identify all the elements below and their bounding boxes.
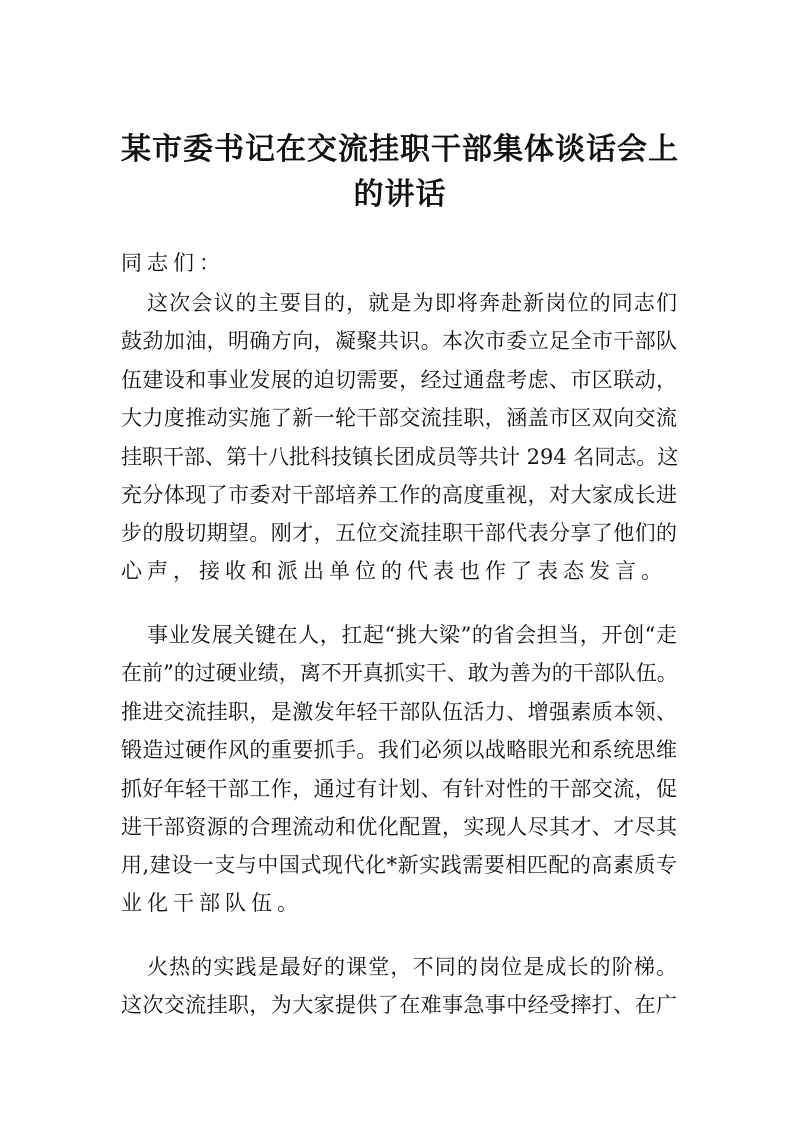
paragraph-1-line: 心声，接收和派出单位的代表也作了表态发言。 [121, 559, 667, 583]
paragraph-1-line: 这次会议的主要目的，就是为即将奔赴新岗位的同志们 [147, 291, 677, 315]
paragraph-2-line: 在前”的过硬业绩，离不开真抓实干、敢为善为的干部队伍。 [121, 661, 678, 685]
paragraph-3-line: 火热的实践是最好的课堂，不同的岗位是成长的阶梯。 [147, 955, 677, 979]
paragraph-2-line: 事业发展关键在人，扛起“挑大梁”的省会担当，开创“走 [147, 623, 677, 647]
document-title-line-2: 的讲话 [353, 177, 447, 212]
paragraph-2-line: 业化干部队伍。 [121, 891, 303, 915]
paragraph-1-line: 挂职干部、第十八批科技镇长团成员等共计 294 名同志。这 [121, 445, 679, 469]
paragraph-3-line: 这次交流挂职，为大家提供了在难事急事中经受摔打、在广 [121, 993, 677, 1017]
paragraph-2-line: 推进交流挂职，是激发年轻干部队伍活力、增强素质本领、 [121, 700, 677, 724]
paragraph-1-line: 步的殷切期望。刚才，五位交流挂职干部代表分享了他们的 [121, 521, 677, 545]
paragraph-2-line: 进干部资源的合理流动和优化配置，实现人尽其才、才尽其 [121, 815, 677, 839]
greeting: 同志们： [121, 251, 225, 275]
paragraph-1-line: 鼓劲加油，明确方向，凝聚共识。本次市委立足全市干部队 [121, 329, 677, 353]
document-title-line-1: 某市委书记在交流挂职干部集体谈话会上 [121, 132, 679, 167]
paragraph-2-line: 抓好年轻干部工作，通过有计划、有针对性的干部交流，促 [121, 777, 677, 801]
paragraph-1-line: 伍建设和事业发展的迫切需要，经过通盘考虑、市区联动， [121, 368, 677, 392]
paragraph-2-line: 用,建设一支与中国式现代化*新实践需要相匹配的高素质专 [121, 853, 677, 877]
paragraph-1-line: 大力度推动实施了新一轮干部交流挂职，涵盖市区双向交流 [121, 406, 677, 430]
paragraph-1-line: 充分体现了市委对干部培养工作的高度重视，对大家成长进 [121, 483, 677, 507]
paragraph-2-line: 锻造过硬作风的重要抓手。我们必须以战略眼光和系统思维 [121, 738, 677, 762]
